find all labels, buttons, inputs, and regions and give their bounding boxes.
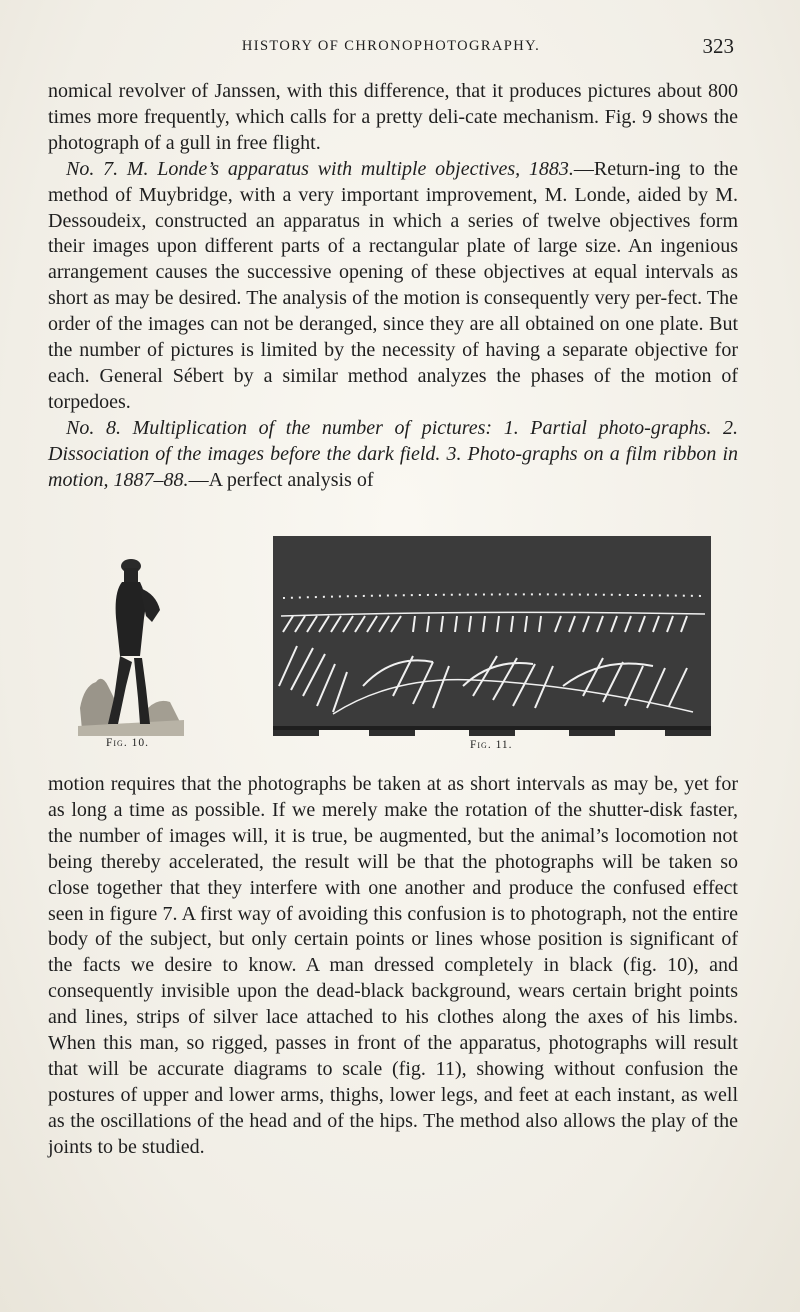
paragraph-multiplication-text: —A perfect analysis of	[188, 468, 374, 491]
figure-11-caption: Fig. 11.	[470, 739, 513, 751]
paragraph-londe-text: —Return-ing to the method of Muybridge, with a very important improvement, M. Londe, aided by M. Dessoudeix, constructed an apparatus in which a series of twelve objectives form their images upon different parts of a rectangular plate of large size. An ingenious arrangement causes the successive opening of these objectives at equal intervals as short as may be desired. The analysis of the motion is consequently very per-fect. The order of the images can not be deranged, since they are all obtained on one plate. But the number of pictures is limited by the necessity of having a separate objective for each. General Sébert by a similar method analyzes the phases of the motion of torpedoes.	[48, 157, 738, 413]
upper-text-block	[48, 79, 738, 494]
figure-10-man-in-black	[78, 558, 184, 736]
figure-10-caption: Fig. 10.	[106, 737, 149, 749]
page-number: 323	[702, 34, 734, 58]
lower-text-block	[48, 772, 738, 1161]
paragraph-janssen: nomical revolver of Janssen, with this difference, that it produces pictures about 800 times more frequently, which calls for a pretty deli-cate mechanism. Fig. 9 shows the photograph of a gull in free flight.	[48, 80, 738, 154]
figure-11-chronophotograph	[273, 536, 711, 736]
section-title-no7: No. 7. M. Londe’s apparatus with multiple objectives, 1883.	[66, 157, 574, 180]
section-title-no8: No. 8. Multiplication of the number of pictures: 1. Partial photo-graphs. 2. Dissociation of the images before the dark field. 3. Photo-graphs on a film ribbon in motion, 1887–88.	[48, 416, 738, 491]
paragraph-londe	[48, 157, 738, 416]
figures-area	[0, 520, 800, 760]
paragraph-multiplication	[48, 416, 738, 494]
running-title: HISTORY OF CHRONOPHOTOGRAPHY.	[241, 38, 541, 54]
paragraph-motion-analysis: motion requires that the photographs be taken at as short intervals as may be, yet for as long a time as possible. If we merely make the rotation of the shutter-disk faster, the number of images will, it is true, be augmented, but the animal’s locomotion not being thereby accelerated, the result will be that the photographs will be taken so close together that they interfere with one another and produce the confused effect seen in figure 7. A first way of avoiding this confusion is to photograph, not the entire body of the subject, but only certain points or lines whose position is significant of the facts we desire to know. A man dressed completely in black (fig. 10), and consequently invisible upon the dead-black background, wears certain bright points and lines, strips of silver lace attached to his clothes along the axes of his limbs. When this man, so rigged, passes in front of the apparatus, photographs will result that will be accurate diagrams to scale (fig. 11), showing without confusion the postures of upper and lower arms, thighs, lower legs, and feet at each instant, as well as the oscillations of the head and of the hips. The method also allows the play of the joints to be studied.	[48, 773, 738, 1158]
running-head	[48, 34, 734, 60]
